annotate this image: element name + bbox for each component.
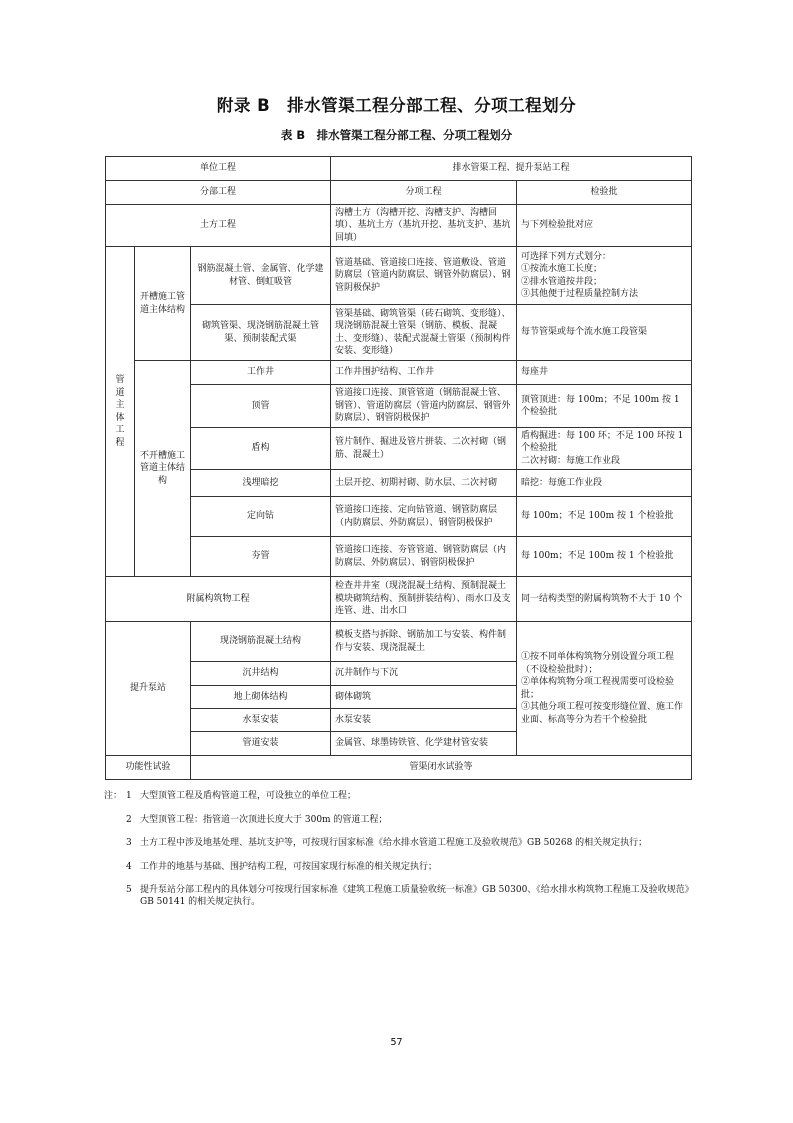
open-trench-items-2: 管渠基础、砌筑管渠（砖石砌筑、变形缝）、现浇钢筋混凝土管渠（钢筋、模板、混凝土、变形缝）、装配式混凝土管渠（预制构件安装、变形缝） <box>331 305 517 361</box>
table-row <box>106 361 692 385</box>
notes-label: 注： <box>104 791 123 801</box>
open-trench-label: 开槽施工管道主体结构 <box>135 247 191 361</box>
open-trench-sub-1: 钢筋混凝土管、金属管、化学建材管、倒虹吸管 <box>191 247 331 305</box>
note-text: 大型顶管工程及盾构管道工程，可设独立的单位工程； <box>140 791 357 801</box>
pump-station-batch: ①按不同单体构筑物分别设置分项工程（不设检验批时）； ②单体构筑物分项工程视需要可设检验批； ③其他分项工程可按变形缝位置、施工作业面、标高等分为若干个检验批 <box>517 622 692 756</box>
trenchless-sub-1: 工作井 <box>191 361 331 385</box>
earthwork-batch: 与下列检验批对应 <box>517 205 692 247</box>
trenchless-batch-3: 盾构掘进：每 100 环；不足 100 环按 1 个检验批 二次衬砌：每施工作业段 <box>517 428 692 470</box>
note-item <box>104 884 692 908</box>
pump-items-1: 模板支搭与拆除、钢筋加工与安装、构件制作与安装、现浇混凝土 <box>331 622 517 662</box>
table-row <box>106 537 692 577</box>
pump-items-5: 金属管、球墨铸铁管、化学建材管安装 <box>331 732 517 756</box>
trenchless-items-5: 管道接口连接、定向钻管道、钢管防腐层（内防腐层、外防腐层）、钢管阴极保护 <box>331 497 517 537</box>
trenchless-batch-5: 每 100m；不足 100m 按 1 个检验批 <box>517 497 692 537</box>
table-row <box>106 622 692 662</box>
trenchless-sub-5: 定向钻 <box>191 497 331 537</box>
note-text: 提升泵站分部工程内的具体划分可按现行国家标准《建筑工程施工质量验收统一标准》GB 50300、《给水排水构筑物工程施工及验收规范》GB 50141 的相关规定执行。 <box>140 885 690 907</box>
open-trench-batch-1: 可选择下列方式划分： ①按流水施工长度； ②排水管道按井段； ③其他便于过程质量控制方法 <box>517 247 692 305</box>
division-table <box>105 156 692 780</box>
trenchless-sub-6: 夯管 <box>191 537 331 577</box>
earthwork-division: 土方工程 <box>106 205 331 247</box>
table-row <box>106 428 692 470</box>
trenchless-items-3: 管片制作、掘进及管片拼装、二次衬砌（钢筋、混凝土） <box>331 428 517 470</box>
note-item <box>104 814 692 826</box>
unit-project-value: 排水管渠工程、提升泵站工程 <box>331 157 692 181</box>
table-row <box>106 305 692 361</box>
table-row <box>106 205 692 247</box>
functional-test-division: 功能性试验 <box>106 756 191 780</box>
open-trench-batch-2: 每节管渠或每个流水施工段管渠 <box>517 305 692 361</box>
header-batch: 检验批 <box>517 181 692 205</box>
trenchless-label: 不开槽施工管道主体结构 <box>135 361 191 577</box>
note-item <box>104 861 692 873</box>
trenchless-batch-2: 顶管顶进：每 100m；不足 100m 按 1 个检验批 <box>517 385 692 428</box>
note-number: 3 <box>126 838 132 848</box>
earthwork-subitem: 沟槽土方（沟槽开挖、沟槽支护、沟槽回填）、基坑土方（基坑开挖、基坑支护、基坑回填） <box>331 205 517 247</box>
pump-sub-3: 地上砌体结构 <box>191 686 331 709</box>
pump-sub-4: 水泵安装 <box>191 709 331 732</box>
table-row <box>106 247 692 305</box>
trenchless-sub-2: 顶管 <box>191 385 331 428</box>
page-number: 57 <box>390 1037 403 1048</box>
trenchless-items-4: 土层开挖、初期衬砌、防水层、二次衬砌 <box>331 470 517 497</box>
appurtenant-items: 检查井井室（现浇混凝土结构、预制混凝土模块砌筑结构、预制拼装结构）、雨水口及支连管、进、出水口 <box>331 577 517 622</box>
table-caption: 表 B 排水管渠工程分部工程、分项工程划分 <box>280 128 513 142</box>
note-item <box>104 837 692 849</box>
note-text: 土方工程中涉及地基处理、基坑支护等，可按现行国家标准《给水排水管道工程施工及验收规范》GB 50268 的相关规定执行； <box>140 838 648 848</box>
pump-sub-5: 管道安装 <box>191 732 331 756</box>
pump-sub-2: 沉井结构 <box>191 662 331 686</box>
trenchless-items-6: 管道接口连接、夯管管道、钢管防腐层（内防腐层、外防腐层）、钢管阴极保护 <box>331 537 517 577</box>
open-trench-sub-2: 砌筑管渠、现浇钢筋混凝土管渠、预制装配式渠 <box>191 305 331 361</box>
trenchless-sub-3: 盾构 <box>191 428 331 470</box>
trenchless-items-1: 工作井围护结构、工作井 <box>331 361 517 385</box>
table-row <box>106 497 692 537</box>
notes <box>104 790 692 920</box>
pump-sub-1: 现浇钢筋混凝土结构 <box>191 622 331 662</box>
pump-items-4: 水泵安装 <box>331 709 517 732</box>
note-number: 1 <box>126 791 132 801</box>
functional-test-items: 管渠闭水试验等 <box>191 756 692 780</box>
trenchless-batch-1: 每座井 <box>517 361 692 385</box>
open-trench-items-1: 管道基础、管道接口连接、管道敷设、管道防腐层（管道内防腐层、钢管外防腐层）、钢管阴极保护 <box>331 247 517 305</box>
table-row <box>106 470 692 497</box>
note-text: 大型顶管工程：指管道一次顶进长度大于 300m 的管道工程； <box>140 814 388 825</box>
table-row <box>106 157 692 181</box>
header-division: 分部工程 <box>106 181 331 205</box>
table-row <box>106 181 692 205</box>
note-number: 2 <box>126 814 132 825</box>
vertical-label: 管道主体工程 <box>115 375 125 448</box>
note-item <box>104 790 692 802</box>
header-subitem: 分项工程 <box>331 181 517 205</box>
trenchless-batch-6: 每 100m；不足 100m 按 1 个检验批 <box>517 537 692 577</box>
table-row <box>106 756 692 780</box>
table-row <box>106 577 692 622</box>
trenchless-batch-4: 暗挖：每施工作业段 <box>517 470 692 497</box>
trenchless-items-2: 管道接口连接、顶管管道（钢筋混凝土管、钢管）、管道防腐层（管道内防腐层、钢管外防腐层）、钢管阴极保护 <box>331 385 517 428</box>
appurtenant-batch: 同一结构类型的附属构筑物不大于 10 个 <box>517 577 692 622</box>
note-number: 5 <box>126 885 132 895</box>
note-number: 4 <box>126 861 132 872</box>
appurtenant-division: 附属构筑物工程 <box>106 577 331 622</box>
pump-items-3: 砌体砌筑 <box>331 686 517 709</box>
page-title: 附录 B 排水管渠工程分部工程、分项工程划分 <box>216 96 577 115</box>
table-row <box>106 385 692 428</box>
pump-station-label: 提升泵站 <box>106 622 191 756</box>
trenchless-sub-4: 浅埋暗挖 <box>191 470 331 497</box>
pump-items-2: 沉井制作与下沉 <box>331 662 517 686</box>
unit-project-label: 单位工程 <box>106 157 331 181</box>
pipeline-main-label <box>106 247 135 577</box>
note-text: 工作井的地基与基础、围护结构工程，可按国家现行标准的相关规定执行； <box>140 861 438 872</box>
